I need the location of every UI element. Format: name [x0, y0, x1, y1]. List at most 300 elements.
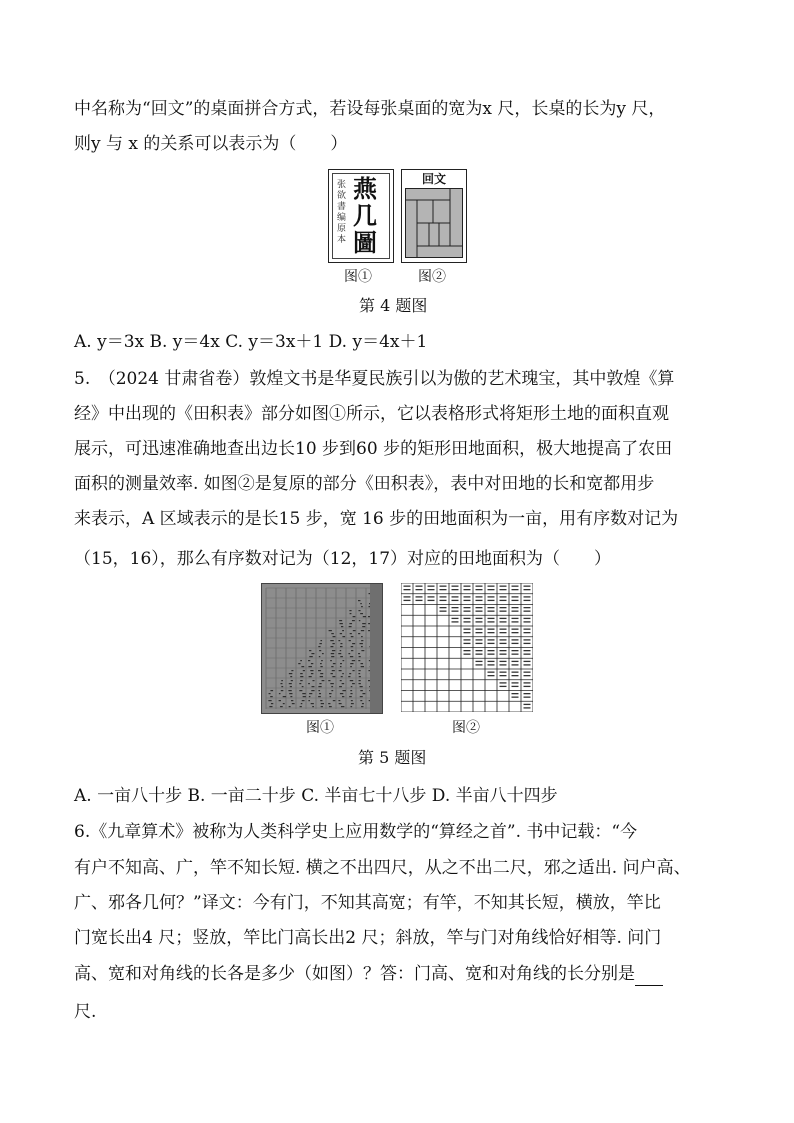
table-cell-text-mark: [512, 607, 519, 608]
table-cell-text-mark: [524, 611, 531, 612]
table-cell-text-mark: [512, 664, 519, 665]
table-cell-text-mark: [512, 639, 519, 640]
manuscript-writing-mark: [340, 650, 342, 651]
table-cell-text-mark: [464, 607, 471, 608]
manuscript-writing-mark: [269, 693, 271, 694]
manuscript-writing-mark: [353, 616, 356, 617]
manuscript-writing-mark: [309, 650, 311, 651]
table-cell-text-mark: [488, 607, 495, 608]
manuscript-writing-mark: [268, 700, 271, 701]
q5-text-line-3: 展示，可迅速准确地查出边长10 步到60 步的矩形田地面积，极大地提高了农田: [74, 439, 673, 459]
table-cell-text-mark: [500, 596, 507, 597]
table-cell-text-mark: [512, 611, 519, 612]
tianji-grid: [401, 583, 533, 712]
q5-text-line-2: 经》中出现的《田积表》部分如图①所示，它以表格形式将矩形土地的面积直观: [74, 404, 669, 424]
table-cell-text-mark: [500, 607, 507, 608]
manuscript-writing-mark: [308, 666, 311, 667]
table-cell-text-mark: [476, 664, 483, 665]
manuscript-writing-mark: [331, 686, 333, 687]
manuscript-writing-mark: [289, 673, 292, 674]
table-cell-text-mark: [512, 672, 519, 673]
table-cell-text-mark: [500, 618, 507, 619]
manuscript-writing-mark: [319, 650, 321, 651]
manuscript-writing-mark: [338, 700, 340, 701]
table-cell-text-mark: [452, 600, 459, 601]
manuscript-writing-mark: [339, 670, 342, 671]
table-cell-text-mark: [488, 672, 495, 673]
manuscript-writing-mark: [319, 656, 321, 657]
manuscript-writing-mark: [303, 670, 305, 671]
table-cell-text-mark: [512, 618, 519, 619]
manuscript-writing-mark: [302, 693, 305, 694]
table-cell-text-mark: [500, 672, 507, 673]
manuscript-writing-mark: [288, 690, 291, 691]
manuscript-writing-mark: [332, 643, 334, 644]
manuscript-writing-mark: [359, 656, 361, 657]
table-cell-text-mark: [416, 600, 423, 601]
manuscript-writing-mark: [318, 696, 321, 697]
manuscript-writing-mark: [352, 660, 355, 661]
table-cell-text-mark: [500, 632, 507, 633]
table-cell-text-mark: [452, 607, 459, 608]
table-cell-text-mark: [428, 589, 435, 590]
manuscript-writing-mark: [321, 703, 324, 704]
manuscript-writing-mark: [291, 670, 293, 671]
table-cell-text-mark: [440, 611, 447, 612]
manuscript-writing-mark: [328, 703, 330, 704]
manuscript-writing-mark: [329, 706, 332, 707]
table-cell-text-mark: [488, 596, 495, 597]
table-cell-text-mark: [512, 686, 519, 687]
manuscript-writing-mark: [300, 673, 302, 674]
table-cell-text-mark: [452, 586, 459, 587]
manuscript-writing-mark: [360, 686, 363, 687]
table-cell-text-mark: [476, 611, 483, 612]
table-cell-text-mark: [440, 600, 447, 601]
table-cell-text-mark: [500, 643, 507, 644]
table-cell-text-mark: [512, 621, 519, 622]
manuscript-writing-mark: [359, 683, 361, 684]
q4-figure-title: 第 4 题图: [359, 296, 428, 315]
table-cell-text-mark: [512, 629, 519, 630]
manuscript-writing-mark: [352, 670, 354, 671]
manuscript-writing-mark: [318, 690, 320, 691]
manuscript-writing-mark: [311, 663, 313, 664]
q5-fig1-caption: 图①: [306, 720, 334, 736]
manuscript-writing-mark: [361, 640, 363, 641]
table-cell-text-mark: [500, 675, 507, 676]
table-cell-text-mark: [488, 675, 495, 676]
manuscript-writing-mark: [281, 690, 283, 691]
table-cell-text-mark: [488, 650, 495, 651]
table-cell-text-mark: [416, 589, 423, 590]
table-cell-text-mark: [524, 618, 531, 619]
q5-text-line-4: 面积的测量效率. 如图②是复原的部分《田积表》，表中对田地的长和宽都用步: [74, 474, 655, 494]
table-cell-text-mark: [488, 664, 495, 665]
manuscript-writing-mark: [340, 666, 342, 667]
manuscript-writing-mark: [349, 673, 351, 674]
table-cell-text-mark: [488, 600, 495, 601]
q4-fig1-caption: 图①: [344, 269, 372, 285]
table-cell-text-mark: [524, 686, 531, 687]
manuscript-writing-mark: [299, 690, 302, 691]
manuscript-writing-mark: [340, 646, 343, 647]
manuscript-writing-mark: [350, 633, 352, 634]
manuscript-writing-mark: [360, 613, 363, 614]
table-cell-text-mark: [476, 661, 483, 662]
table-cell-text-mark: [524, 675, 531, 676]
q5-figure-title: 第 5 题图: [358, 748, 427, 767]
manuscript-writing-mark: [340, 663, 342, 664]
manuscript-writing-mark: [358, 610, 360, 611]
manuscript-writing-mark: [290, 676, 292, 677]
manuscript-writing-mark: [358, 653, 360, 654]
table-cell-text-mark: [464, 589, 471, 590]
table-cell-text-mark: [428, 600, 435, 601]
manuscript-writing-mark: [318, 646, 320, 647]
manuscript-writing-mark: [283, 696, 286, 697]
table-cell-text-mark: [500, 650, 507, 651]
manuscript-writing-mark: [333, 636, 336, 637]
table-cell-text-mark: [512, 650, 519, 651]
table-cell-text-mark: [512, 600, 519, 601]
manuscript-writing-mark: [312, 686, 315, 687]
manuscript-writing-mark: [361, 606, 363, 607]
table-cell-text-mark: [524, 664, 531, 665]
table-cell-text-mark: [464, 600, 471, 601]
manuscript-writing-mark: [350, 680, 353, 681]
manuscript-writing-mark: [303, 696, 306, 697]
manuscript-writing-mark: [332, 650, 335, 651]
q5-figure-1-manuscript-photo: [261, 583, 383, 714]
huiwen-header: 回文: [421, 172, 446, 186]
table-cell-text-mark: [452, 611, 459, 612]
manuscript-writing-mark: [362, 623, 365, 624]
manuscript-writing-mark: [333, 700, 336, 701]
manuscript-writing-mark: [320, 666, 322, 667]
table-cell-text-mark: [404, 589, 411, 590]
manuscript-writing-mark: [342, 636, 345, 637]
manuscript-writing-mark: [311, 703, 314, 704]
manuscript-writing-mark: [351, 650, 353, 651]
manuscript-texture: [262, 584, 382, 713]
table-cell-text-mark: [524, 607, 531, 608]
manuscript-writing-mark: [281, 680, 283, 681]
manuscript-writing-mark: [319, 643, 321, 644]
table-cell-text-mark: [488, 586, 495, 587]
manuscript-writing-mark: [289, 693, 292, 694]
manuscript-writing-mark: [299, 683, 301, 684]
table-cell-text-mark: [524, 661, 531, 662]
manuscript-writing-mark: [358, 673, 360, 674]
manuscript-writing-mark: [350, 693, 352, 694]
manuscript-writing-mark: [360, 690, 363, 691]
manuscript-writing-mark: [302, 700, 305, 701]
manuscript-writing-mark: [320, 700, 322, 701]
manuscript-writing-mark: [320, 673, 323, 674]
table-cell-text-mark: [512, 682, 519, 683]
manuscript-writing-mark: [359, 680, 361, 681]
manuscript-writing-mark: [343, 660, 345, 661]
table-cell-text-mark: [464, 596, 471, 597]
manuscript-writing-mark: [290, 686, 292, 687]
manuscript-writing-mark: [322, 653, 324, 654]
manuscript-writing-mark: [319, 683, 321, 684]
q4-text-line-1: 中名称为“回文”的桌面拼合方式，若设每张桌面的宽为x 尺，长桌的长为y 尺，: [74, 99, 666, 119]
manuscript-writing-mark: [349, 623, 352, 624]
manuscript-writing-mark: [312, 706, 314, 707]
manuscript-writing-mark: [269, 706, 272, 707]
table-cell-text-mark: [464, 618, 471, 619]
manuscript-writing-mark: [353, 630, 356, 631]
manuscript-writing-mark: [311, 690, 314, 691]
manuscript-writing-mark: [340, 693, 343, 694]
manuscript-writing-mark: [349, 610, 351, 611]
manuscript-writing-mark: [340, 656, 343, 657]
table-cell-text-mark: [476, 650, 483, 651]
table-cell-text-mark: [500, 611, 507, 612]
manuscript-writing-mark: [308, 660, 310, 661]
manuscript-writing-mark: [358, 633, 360, 634]
manuscript-writing-mark: [351, 686, 353, 687]
manuscript-writing-mark: [341, 626, 343, 627]
manuscript-writing-mark: [309, 676, 312, 677]
manuscript-writing-mark: [320, 640, 322, 641]
manuscript-writing-mark: [312, 680, 314, 681]
table-cell-text-mark: [476, 618, 483, 619]
table-cell-text-mark: [464, 643, 471, 644]
table-cell-text-mark: [500, 600, 507, 601]
table-cell-text-mark: [512, 586, 519, 587]
manuscript-writing-mark: [300, 706, 302, 707]
q5-figure-2-tianji-table: [401, 583, 533, 712]
manuscript-writing-mark: [362, 693, 365, 694]
manuscript-writing-mark: [330, 683, 333, 684]
manuscript-writing-mark: [283, 703, 285, 704]
table-cell-text-mark: [524, 600, 531, 601]
table-cell-text-mark: [524, 643, 531, 644]
manuscript-writing-mark: [342, 683, 344, 684]
manuscript-writing-mark: [340, 633, 342, 634]
manuscript-writing-mark: [331, 656, 334, 657]
manuscript-writing-mark: [271, 703, 273, 704]
q5-options: A. 一亩八十步 B. 一亩二十步 C. 半亩七十八步 D. 半亩八十四步: [74, 786, 558, 806]
table-cell-text-mark: [512, 675, 519, 676]
manuscript-writing-mark: [292, 703, 295, 704]
manuscript-writing-mark: [359, 643, 362, 644]
manuscript-writing-mark: [358, 600, 360, 601]
answer-blank[interactable]: [635, 967, 663, 986]
table-cell-text-mark: [512, 643, 519, 644]
manuscript-writing-mark: [289, 706, 291, 707]
table-cell-text-mark: [524, 629, 531, 630]
manuscript-writing-mark: [309, 696, 311, 697]
manuscript-writing-mark: [361, 706, 363, 707]
manuscript-writing-mark: [361, 630, 364, 631]
manuscript-writing-mark: [330, 646, 333, 647]
book-title-char-1: 燕: [353, 174, 377, 203]
manuscript-writing-mark: [321, 660, 323, 661]
table-cell-text-mark: [524, 650, 531, 651]
manuscript-writing-mark: [318, 686, 321, 687]
manuscript-writing-mark: [298, 663, 300, 664]
manuscript-writing-mark: [351, 703, 354, 704]
table-cell-text-mark: [488, 611, 495, 612]
table-cell-text-mark: [512, 693, 519, 694]
table-cell-text-mark: [524, 589, 531, 590]
manuscript-writing-mark: [331, 690, 333, 691]
manuscript-writing-mark: [301, 703, 303, 704]
manuscript-writing-mark: [349, 626, 352, 627]
table-cell-text-mark: [524, 632, 531, 633]
manuscript-writing-mark: [339, 703, 342, 704]
manuscript-writing-mark: [341, 676, 343, 677]
manuscript-writing-mark: [270, 690, 273, 691]
manuscript-writing-mark: [279, 700, 281, 701]
manuscript-writing-mark: [358, 660, 360, 661]
q6-text-line-1: 6.《九章算术》被称为人类科学史上应用数学的“算经之首”. 书中记载：“今: [74, 822, 638, 842]
manuscript-writing-mark: [333, 663, 336, 664]
manuscript-writing-mark: [319, 693, 321, 694]
q5-text-line-5: 来表示，A 区域表示的是长15 步，宽 16 步的田地面积为一亩，用有序数对记为: [74, 509, 679, 529]
table-cell-text-mark: [476, 632, 483, 633]
manuscript-edge: [370, 584, 382, 713]
table-cell-text-mark: [440, 596, 447, 597]
table-cell-text-mark: [452, 621, 459, 622]
manuscript-writing-mark: [331, 653, 334, 654]
table-cell-text-mark: [416, 596, 423, 597]
manuscript-writing-mark: [340, 623, 343, 624]
manuscript-writing-mark: [309, 656, 312, 657]
manuscript-writing-mark: [349, 640, 351, 641]
table-cell-text-mark: [524, 697, 531, 698]
table-cell-text-mark: [524, 654, 531, 655]
manuscript-writing-mark: [351, 700, 353, 701]
manuscript-writing-mark: [349, 696, 352, 697]
manuscript-writing-mark: [301, 666, 304, 667]
table-cell-text-mark: [512, 661, 519, 662]
table-cell-text-mark: [464, 639, 471, 640]
manuscript-writing-mark: [361, 666, 364, 667]
manuscript-writing-mark: [309, 693, 312, 694]
manuscript-writing-mark: [318, 670, 321, 671]
q4-figure-1-book-cover: [328, 169, 394, 263]
table-cell-text-mark: [500, 629, 507, 630]
table-cell-text-mark: [524, 596, 531, 597]
table-cell-text-mark: [464, 611, 471, 612]
table-cell-text-mark: [476, 629, 483, 630]
q6-text-line-6: 尺.: [74, 1002, 97, 1022]
table-cell-text-mark: [476, 589, 483, 590]
manuscript-writing-mark: [302, 686, 304, 687]
book-title-char-2: 几: [353, 201, 377, 230]
manuscript-writing-mark: [339, 686, 342, 687]
manuscript-writing-mark: [270, 696, 273, 697]
table-cell-text-mark: [476, 643, 483, 644]
table-cell-text-mark: [500, 586, 507, 587]
manuscript-writing-mark: [363, 616, 366, 617]
manuscript-writing-mark: [332, 676, 335, 677]
manuscript-writing-mark: [280, 706, 283, 707]
table-cell-text-mark: [476, 621, 483, 622]
manuscript-writing-mark: [320, 676, 323, 677]
q5-fig2-caption: 图②: [452, 720, 480, 736]
table-cell-text-mark: [512, 697, 519, 698]
manuscript-writing-mark: [300, 680, 302, 681]
manuscript-writing-mark: [339, 620, 342, 621]
huiwen-diagram: [405, 188, 463, 258]
manuscript-writing-mark: [359, 620, 361, 621]
manuscript-writing-mark: [342, 673, 344, 674]
table-cell-text-mark: [428, 596, 435, 597]
manuscript-writing-mark: [329, 693, 332, 694]
table-cell-text-mark: [404, 596, 411, 597]
manuscript-writing-mark: [280, 683, 282, 684]
manuscript-writing-mark: [291, 680, 293, 681]
table-cell-text-mark: [476, 600, 483, 601]
q5-text-line-6: （15，16），那么有序数对记为（12，17）对应的田地面积为（ ）: [74, 549, 612, 569]
table-cell-text-mark: [512, 596, 519, 597]
table-cell-text-mark: [440, 589, 447, 590]
q4-text-line-2: 则y 与 x 的关系可以表示为（ ）: [74, 134, 348, 154]
manuscript-writing-mark: [361, 646, 363, 647]
q6-text-line-2: 有户不知高、广，竿不知长短. 横之不出四尺，从之不出二尺，邪之适出. 问户高、: [74, 858, 691, 878]
manuscript-writing-mark: [279, 693, 281, 694]
manuscript-writing-mark: [321, 706, 323, 707]
manuscript-writing-mark: [310, 670, 313, 671]
q4-options: A. y＝3x B. y＝4x C. y＝3x＋1 D. y＝4x＋1: [74, 332, 428, 352]
manuscript-writing-mark: [350, 656, 353, 657]
table-cell-text-mark: [476, 596, 483, 597]
manuscript-writing-mark: [332, 670, 335, 671]
manuscript-writing-mark: [331, 666, 333, 667]
manuscript-writing-mark: [342, 696, 344, 697]
table-cell-text-mark: [512, 589, 519, 590]
manuscript-writing-mark: [300, 660, 302, 661]
table-cell-text-mark: [452, 618, 459, 619]
manuscript-writing-mark: [352, 643, 355, 644]
manuscript-writing-mark: [342, 630, 344, 631]
manuscript-writing-mark: [330, 696, 332, 697]
manuscript-writing-mark: [281, 686, 283, 687]
table-cell-text-mark: [488, 589, 495, 590]
table-cell-text-mark: [476, 654, 483, 655]
q4-figure-2-huiwen: [401, 169, 467, 263]
manuscript-writing-mark: [360, 603, 362, 604]
table-cell-text-mark: [476, 639, 483, 640]
manuscript-writing-mark: [361, 636, 363, 637]
table-cell-text-mark: [488, 639, 495, 640]
table-cell-text-mark: [524, 693, 531, 694]
table-cell-text-mark: [524, 707, 531, 708]
table-cell-text-mark: [428, 586, 435, 587]
table-cell-text-mark: [524, 621, 531, 622]
manuscript-writing-mark: [342, 690, 345, 691]
manuscript-writing-mark: [311, 653, 314, 654]
manuscript-writing-mark: [348, 676, 350, 677]
manuscript-writing-mark: [308, 700, 310, 701]
manuscript-writing-mark: [340, 643, 342, 644]
manuscript-writing-mark: [322, 680, 325, 681]
manuscript-writing-mark: [350, 666, 352, 667]
manuscript-writing-mark: [361, 650, 364, 651]
table-cell-text-mark: [464, 621, 471, 622]
table-cell-text-mark: [404, 600, 411, 601]
manuscript-writing-mark: [350, 706, 352, 707]
manuscript-writing-mark: [358, 670, 360, 671]
manuscript-writing-mark: [331, 673, 333, 674]
manuscript-writing-mark: [308, 683, 310, 684]
